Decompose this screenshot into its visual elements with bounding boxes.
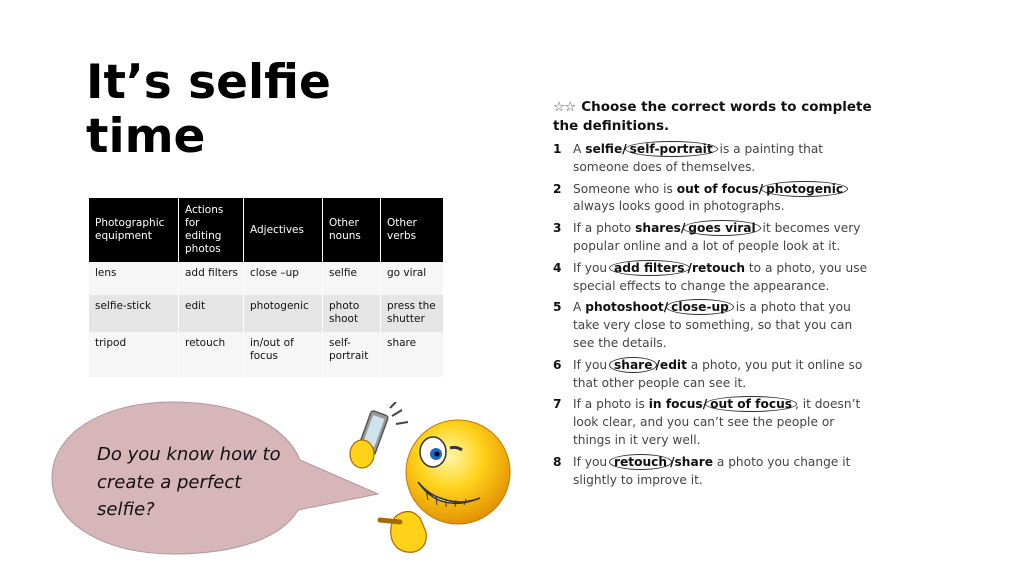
option-one: selfie bbox=[585, 142, 623, 156]
option-separator: / bbox=[758, 181, 764, 196]
option-two: close-up bbox=[666, 299, 734, 315]
item-text-after: is a photo that you take very close to something, so that you can see the details. bbox=[573, 300, 853, 350]
table-header-row bbox=[89, 198, 443, 262]
table-row bbox=[89, 262, 443, 295]
option-one: share bbox=[609, 357, 657, 373]
option-separator: / bbox=[702, 397, 708, 412]
exercise-panel bbox=[553, 98, 873, 493]
table-cell: selfie-stick bbox=[95, 300, 152, 312]
exercise-item bbox=[553, 396, 873, 449]
option-separator: / bbox=[670, 454, 675, 469]
item-number: 7 bbox=[553, 397, 562, 412]
exercise-instruction bbox=[553, 98, 873, 136]
option-two: retouch bbox=[691, 260, 746, 275]
item-number: 1 bbox=[553, 142, 562, 156]
table-cell: edit bbox=[179, 295, 244, 332]
column-header: Photographic equipment bbox=[89, 198, 179, 262]
exercise-item bbox=[553, 454, 873, 490]
option-separator: / bbox=[680, 221, 686, 236]
column-header: Other verbs bbox=[381, 198, 444, 262]
item-text-before: If a photo is bbox=[573, 397, 649, 412]
item-number: 2 bbox=[553, 181, 562, 196]
table-cell: press the shutter bbox=[381, 295, 444, 332]
table-cell: selfie bbox=[323, 262, 381, 295]
item-text-after: to a photo, you use special effects to change the appearance. bbox=[573, 260, 868, 293]
table-row bbox=[89, 295, 443, 332]
instruction-text: Choose the correct words to complete the definitions. bbox=[553, 99, 872, 134]
table-cell: photogenic bbox=[244, 295, 323, 332]
option-one: photoshoot bbox=[585, 300, 664, 315]
item-text-before: If you bbox=[573, 357, 612, 372]
item-number: 5 bbox=[553, 300, 562, 315]
table-cell: tripod bbox=[95, 337, 127, 349]
option-separator: / bbox=[687, 260, 692, 275]
exercise-item bbox=[553, 260, 873, 296]
item-number: 6 bbox=[553, 357, 562, 372]
column-header: Actions for editing photos bbox=[179, 198, 244, 262]
option-one: add filters bbox=[609, 260, 689, 276]
option-two: share bbox=[674, 454, 713, 469]
option-separator: / bbox=[622, 142, 627, 156]
table-cell: retouch bbox=[179, 332, 244, 377]
option-two: edit bbox=[659, 357, 687, 372]
item-text-before: A bbox=[573, 300, 586, 315]
table-cell: close –up bbox=[244, 262, 323, 295]
table-cell: add filters bbox=[179, 262, 244, 295]
column-header: Adjectives bbox=[244, 198, 323, 262]
exercise-item bbox=[553, 181, 873, 217]
table-cell: lens bbox=[95, 267, 117, 279]
column-header: Other nouns bbox=[323, 198, 381, 262]
speech-bubble-text: Do you know how to create a perfect selfie? bbox=[97, 444, 281, 520]
item-text-before: If you bbox=[573, 260, 612, 275]
item-number: 8 bbox=[553, 454, 562, 469]
exercise-item bbox=[553, 357, 873, 393]
option-two: out of focus bbox=[705, 396, 797, 412]
exercise-item bbox=[553, 220, 873, 256]
item-text-after: a photo you change it slightly to improve it. bbox=[573, 454, 851, 487]
item-text-before: Someone who is bbox=[573, 181, 677, 196]
item-text-after: , it doesn’t look clear, and you can’t see the people or things in it very well. bbox=[573, 397, 861, 447]
option-two: self-portrait bbox=[625, 141, 718, 157]
option-one: out of focus bbox=[676, 181, 759, 196]
option-two: goes viral bbox=[683, 220, 760, 236]
table-cell: in/out of focus bbox=[244, 332, 323, 377]
exercise-item bbox=[553, 141, 873, 177]
table-cell: self-portrait bbox=[323, 332, 381, 377]
table-row bbox=[89, 332, 443, 377]
option-separator: / bbox=[663, 300, 669, 315]
item-text-before: If a photo bbox=[573, 221, 636, 236]
table-cell: share bbox=[381, 332, 444, 377]
option-separator: / bbox=[655, 357, 660, 372]
item-number: 3 bbox=[553, 221, 562, 236]
item-text-before: If you bbox=[573, 454, 612, 469]
item-number: 4 bbox=[553, 260, 562, 275]
option-one: retouch bbox=[609, 454, 672, 470]
slide-title: It’s selfie time bbox=[86, 55, 331, 164]
vocabulary-table bbox=[89, 198, 443, 377]
item-text-after: always looks good in photographs. bbox=[573, 199, 785, 214]
difficulty-stars-icon: ☆☆ bbox=[553, 99, 576, 115]
item-text-after: a photo, you put it online so that other people can see it. bbox=[573, 357, 863, 390]
item-text-after: is a painting that someone does of themselves. bbox=[573, 142, 824, 174]
table-cell: photo shoot bbox=[323, 295, 381, 332]
exercise-item bbox=[553, 299, 873, 352]
option-one: shares bbox=[635, 221, 681, 236]
item-text-before: A bbox=[573, 142, 586, 156]
option-one: in focus bbox=[648, 397, 703, 412]
option-two: photogenic bbox=[761, 181, 848, 197]
selfie-emoji-icon bbox=[340, 402, 530, 562]
table-cell: go viral bbox=[381, 262, 444, 295]
exercise-list bbox=[553, 141, 873, 489]
item-text-after: it becomes very popular online and a lot of people look at it. bbox=[573, 221, 861, 253]
